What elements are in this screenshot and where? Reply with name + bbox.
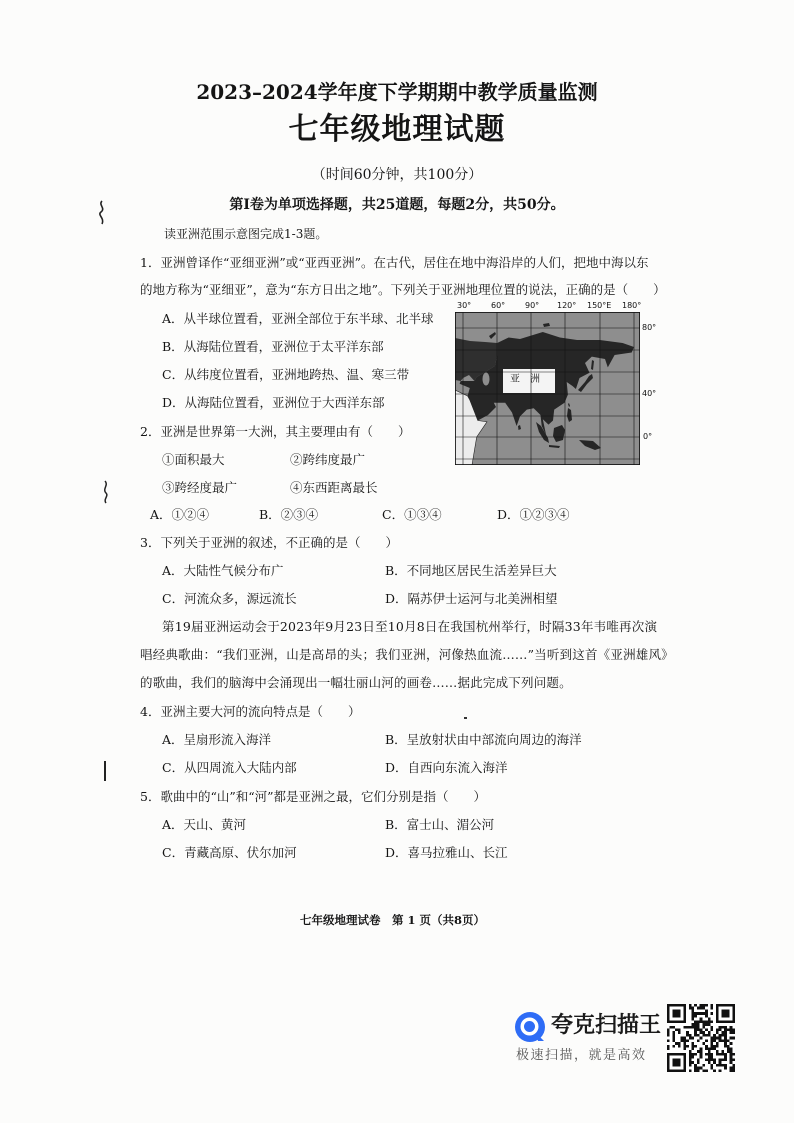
question-4-option-a: A．呈扇形流入海洋 xyxy=(162,732,272,747)
map-region-label: 亚 洲 xyxy=(510,374,540,385)
question-2-statement: ④东西距离最长 xyxy=(290,480,378,495)
question-5-option-c: C．青藏高原、伏尔加河 xyxy=(162,845,297,860)
question-2-statement: ③跨经度最广 xyxy=(162,480,238,495)
question-1-option-d: D．从海陆位置看，亚洲位于大西洋东部 xyxy=(162,395,385,410)
map-caspian-sea xyxy=(483,373,490,386)
watermark-app-name: 夸克扫描王 xyxy=(551,1013,662,1038)
passage-line: 的歌曲，我们的脑海中会涌现出一幅壮丽山河的画卷……据此完成下列问题。 xyxy=(140,675,572,690)
passage-line: 唱经典歌曲：“我们亚洲，山是高昂的头；我们亚洲，河像热血流……”当听到这首《亚洲雄风》 xyxy=(140,647,674,662)
map-lon-label: 90° xyxy=(525,301,540,310)
watermark-slogan: 极速扫描，就是高效 xyxy=(516,1048,647,1063)
question-2-stem: 2．亚洲是世界第一大洲，其主要理由有（ ） xyxy=(140,424,411,439)
question-5-stem: 5．歌曲中的“山”和“河”都是亚洲之最，它们分别是指（ ） xyxy=(140,789,487,804)
question-3-option-b: B．不同地区居民生活差异巨大 xyxy=(385,563,557,578)
question-3-stem: 3．下列关于亚洲的叙述，不正确的是（ ） xyxy=(140,535,398,550)
scan-speck xyxy=(464,717,467,719)
time-info: （时间60分钟，共100分） xyxy=(311,167,483,183)
binding-mark xyxy=(100,480,112,504)
question-5-option-b: B．富士山、湄公河 xyxy=(385,817,495,832)
map-lon-label: 120° xyxy=(557,301,577,310)
passage-line: 第19届亚洲运动会于2023年9月23日至10月8日在我国杭州举行，时隔33年韦唯再次演 xyxy=(162,619,658,634)
question-2-option-a: A．①②④ xyxy=(150,507,210,522)
question-1-option-a: A．从半球位置看，亚洲全部位于东半球、北半球 xyxy=(162,311,434,326)
map-lon-label: 150°E xyxy=(587,301,612,310)
asia-map xyxy=(455,312,640,465)
question-3-option-a: A．大陆性气候分布广 xyxy=(162,563,284,578)
map-lat-label: 0° xyxy=(643,432,653,441)
question-1-stem: 的地方称为“亚细亚”，意为“东方日出之地”。下列关于亚洲地理位置的说法，正确的是（ ） xyxy=(140,282,666,297)
question-4-stem: 4．亚洲主要大河的流向特点是（ ） xyxy=(140,704,361,719)
map-lat-label: 40° xyxy=(642,389,657,398)
page-footer: 七年级地理试卷 第 1 页（共8页） xyxy=(300,913,486,927)
map-lon-label: 180° xyxy=(622,301,642,310)
exam-title: 2023–2024学年度下学期期中教学质量监测 xyxy=(196,80,598,104)
question-3-option-c: C．河流众多，源远流长 xyxy=(162,591,297,606)
question-5-option-a: A．天山、黄河 xyxy=(162,817,247,832)
question-2-statement: ②跨纬度最广 xyxy=(290,452,366,467)
quark-logo-icon xyxy=(514,1011,546,1043)
question-5-option-d: D．喜马拉雅山、长江 xyxy=(385,845,508,860)
qr-code-icon xyxy=(667,1004,735,1072)
question-1-option-b: B．从海陆位置看，亚洲位于太平洋东部 xyxy=(162,339,384,354)
question-3-option-d: D．隔苏伊士运河与北美洲相望 xyxy=(385,591,558,606)
question-2-option-d: D．①②③④ xyxy=(497,507,570,522)
map-lon-label: 60° xyxy=(491,301,506,310)
question-2-option-b: B．②③④ xyxy=(259,507,319,522)
question-4-option-d: D．自西向东流入海洋 xyxy=(385,760,508,775)
binding-mark xyxy=(100,760,110,782)
map-instruction: 读亚洲范围示意图完成1-3题。 xyxy=(164,227,328,241)
section-info: 第Ⅰ卷为单项选择题，共25道题，每题2分，共50分。 xyxy=(229,197,565,213)
question-4-option-c: C．从四周流入大陆内部 xyxy=(162,760,297,775)
question-2-option-c: C．①③④ xyxy=(382,507,442,522)
question-2-statement: ①面积最大 xyxy=(162,452,225,467)
map-lon-label: 30° xyxy=(457,301,472,310)
question-1-option-c: C．从纬度位置看，亚洲地跨热、温、寒三带 xyxy=(162,367,410,382)
subject-title: 七年级地理试题 xyxy=(288,112,506,147)
question-4-option-b: B．呈放射状由中部流向周边的海洋 xyxy=(385,732,582,747)
question-1-stem: 1．亚洲曾译作“亚细亚洲”或“亚西亚洲”。在古代，居住在地中海沿岸的人们，把地中海以东 xyxy=(140,255,649,270)
map-lat-label: 80° xyxy=(642,323,657,332)
